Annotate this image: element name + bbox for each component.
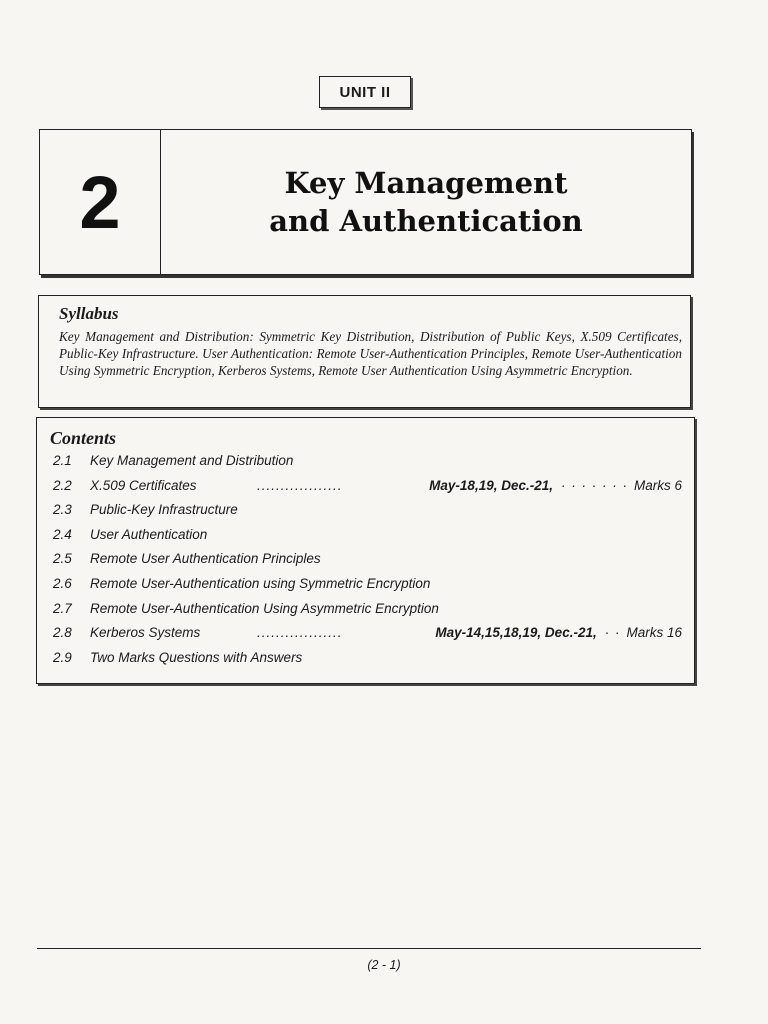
contents-item	[50, 576, 682, 601]
contents-item-number: 2.6	[53, 575, 72, 591]
contents-item	[50, 601, 682, 626]
contents-item-leader: ..................	[257, 477, 343, 493]
syllabus-section	[38, 295, 691, 408]
contents-item-exam-dates: May-18,19, Dec.-21,	[429, 477, 553, 493]
contents-heading: Contents	[50, 428, 117, 448]
contents-item	[50, 453, 682, 478]
contents-item	[50, 502, 682, 527]
contents-item-leader-2: · ·	[604, 625, 621, 641]
contents-item	[50, 650, 682, 675]
contents-item-title: Remote User-Authentication using Symmetric Encryption	[90, 575, 431, 591]
contents-item	[50, 625, 682, 650]
chapter-number: 2	[40, 130, 161, 274]
contents-item-number: 2.8	[53, 625, 72, 641]
chapter-title	[161, 130, 691, 274]
contents-item-title: Remote User-Authentication Using Asymmetric Encryption	[90, 600, 439, 616]
contents-item-marks: Marks 16	[626, 625, 682, 641]
contents-item-number: 2.5	[53, 551, 72, 567]
chapter-title-line-1: Key Management	[284, 166, 568, 200]
contents-item-exam-dates: May-14,15,18,19, Dec.-21,	[435, 625, 597, 641]
contents-item-title: Public-Key Infrastructure	[90, 502, 238, 518]
contents-item-leader: ..................	[257, 625, 343, 641]
contents-item-title: Two Marks Questions with Answers	[90, 649, 303, 665]
syllabus-heading: Syllabus	[59, 304, 119, 323]
page-number: (2 - 1)	[367, 958, 401, 972]
contents-item-number: 2.4	[53, 526, 72, 542]
footer-divider	[37, 948, 701, 949]
syllabus-text: Key Management and Distribution: Symmetric Key Distribution, Distribution of Public Keys, X.509 Certificates, Public-Key Infrastructure. User Authentication: Remote User-Authentication Principles, Remote User-Authentication Using Symmetric Encryption, Kerberos Systems, Remote User Authentication Using Asymmetric Encryption.	[59, 329, 682, 378]
unit-label: UNIT II	[319, 76, 411, 108]
contents-item-number: 2.2	[53, 477, 72, 493]
contents-item-title: Remote User Authentication Principles	[90, 551, 321, 567]
contents-section	[36, 417, 695, 684]
contents-item-title: X.509 Certificates	[90, 477, 197, 493]
chapter-title-line-2: and Authentication	[269, 204, 583, 238]
contents-item-title: User Authentication	[90, 526, 208, 542]
chapter-header	[39, 129, 692, 275]
contents-item	[50, 478, 682, 503]
contents-item-number: 2.3	[53, 502, 72, 518]
contents-item-leader-2: · · · · · · ·	[561, 477, 628, 493]
contents-item-number: 2.7	[53, 600, 72, 616]
contents-item-title: Kerberos Systems	[90, 625, 201, 641]
contents-list	[50, 453, 682, 674]
contents-item	[50, 527, 682, 552]
contents-item-marks: Marks 6	[633, 477, 682, 493]
contents-item-number: 2.9	[53, 649, 72, 665]
contents-item-number: 2.1	[53, 453, 72, 468]
contents-item	[50, 551, 682, 576]
contents-item-title: Key Management and Distribution	[90, 453, 294, 468]
